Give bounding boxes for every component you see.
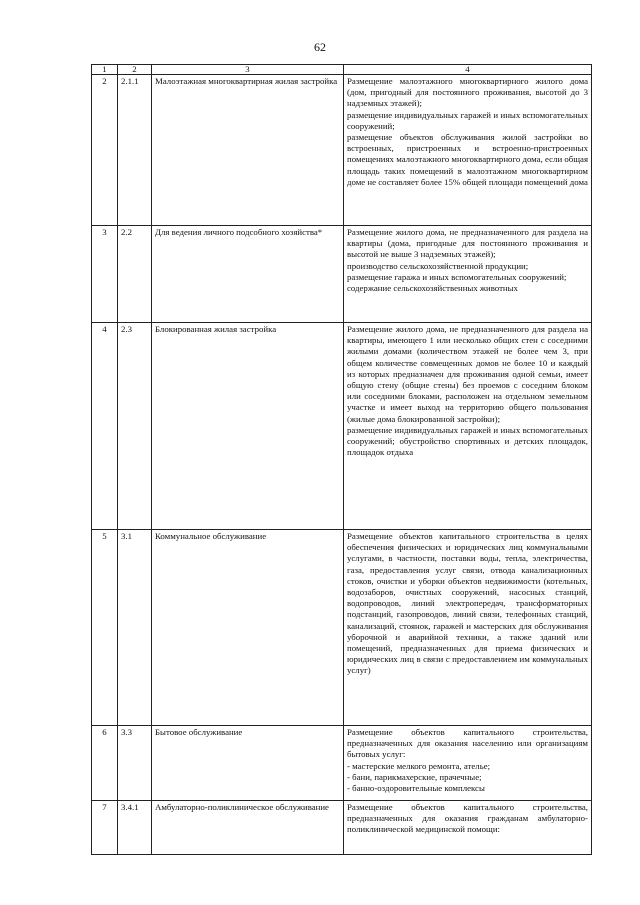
land-use-table [91,64,592,855]
row-number-cell: 4 [92,323,118,530]
land-use-name-cell: Амбулаторно-поликлиническое обслуживание [152,801,344,855]
column-number-3: 3 [152,65,344,75]
classifier-code-cell: 2.1.1 [118,75,152,226]
row-number-cell: 6 [92,726,118,801]
page-number: 62 [314,40,326,54]
row-number-cell: 2 [92,75,118,226]
description-paragraph: размещение гаража и иных вспомогательных сооружений; [347,271,567,282]
description-paragraph: размещение объектов обслуживания жилой застройки во встроенных, пристроенных и встроенно-пристроенных помещениях малоэтажного многоквартирного дома, если общая площадь таких помещений в малоэтажном многоквартирном доме не составляет более 15% общей площади помещений дома [347,132,588,187]
description-paragraph: - банно-оздоровительные комплексы [347,783,485,794]
table-header-row [92,65,592,75]
classifier-code-cell: 3.1 [118,530,152,726]
classifier-code-cell: 2.3 [118,323,152,530]
row-number-cell: 7 [92,801,118,855]
description-paragraph: размещение индивидуальных гаражей и иных вспомогательных сооружений; [347,109,588,131]
table-row [92,75,592,226]
table-row [92,226,592,323]
column-number-1: 1 [92,65,118,75]
table-row [92,801,592,855]
table-row [92,323,592,530]
land-use-description-cell [344,801,592,855]
description-paragraph: размещение индивидуальных гаражей и иных вспомогательных сооружений; обустройство спортивных и детских площадок, площадок отдыха [347,424,588,458]
description-paragraph: Размещение малоэтажного многоквартирного жилого дома (дом, пригодный для постоянного проживания, высотой до 3 надземных этажей); [347,76,588,109]
land-use-name-cell: Блокированная жилая застройка [152,323,344,530]
classifier-code-cell: 2.2 [118,226,152,323]
land-use-name-cell: Для ведения личного подсобного хозяйства* [152,226,344,323]
land-use-description-cell [344,75,592,226]
classifier-code-cell: 3.3 [118,726,152,801]
table-row [92,530,592,726]
land-use-name-cell: Малоэтажная многоквартирная жилая застройка [152,75,344,226]
classifier-code-cell: 3.4.1 [118,801,152,855]
table-row [92,726,592,801]
description-paragraph: Размещение жилого дома, не предназначенного для раздела на квартиры, имеющего 1 или несколько общих стен с соседними жилыми домами (количеством этажей не более чем 3, при общем количестве совмещенных домов не более 10 и каждый из которых предназначен для проживания одной семьи, имеет общую стену (общие стены) без проемов с соседним блоком или соседними блоками, расположен на отдельном земельном участке и имеет выход на территорию общего пользования (жилые дома блокированной застройки); [347,324,588,424]
description-paragraph: Размещение объектов капитального строительства, предназначенных для оказания гражданам амбулаторно-поликлинической медицинской помощи: [347,802,588,835]
land-use-description-cell [344,726,592,801]
description-paragraph: Размещение объектов капитального строительства, предназначенных для оказания населению или организациям бытовых услуг: [347,727,588,760]
land-use-description-cell [344,323,592,530]
land-use-description-cell [344,530,592,726]
description-paragraph: Размещение жилого дома, не предназначенного для раздела на квартиры (дома, пригодные для постоянного проживания и высотой не выше 3 надземных этажей); [347,227,588,260]
column-number-4: 4 [344,65,592,75]
land-use-name-cell: Бытовое обслуживание [152,726,344,801]
description-paragraph: содержание сельскохозяйственных животных [347,283,518,294]
description-paragraph: производство сельскохозяйственной продукции; [347,260,529,271]
land-use-description-cell [344,226,592,323]
row-number-cell: 5 [92,530,118,726]
row-number-cell: 3 [92,226,118,323]
column-number-2: 2 [118,65,152,75]
land-use-name-cell: Коммунальное обслуживание [152,530,344,726]
description-paragraph: Размещение объектов капитального строительства в целях обеспечения физических и юридических лиц коммунальными услугами, в частности, поставки воды, тепла, электричества, газа, предоставления услуг связи, отвода канализационных стоков, очистки и уборки объектов недвижимости (котельных, водозаборов, очистных сооружений, насосных станций, водопроводов, линий электропередач, трансформаторных подстанций, газопроводов, линий связи, телефонных станций, канализаций, стоянок, гаражей и мастерских для обслуживания уборочной и аварийной техники, а также зданий или помещений, предназначенных для приема физических и юридических лиц в связи с предоставлением им коммунальных услуг) [347,531,588,676]
description-paragraph: - мастерские мелкого ремонта, ателье; [347,760,491,771]
description-paragraph: - бани, парикмахерские, прачечные; [347,771,482,782]
